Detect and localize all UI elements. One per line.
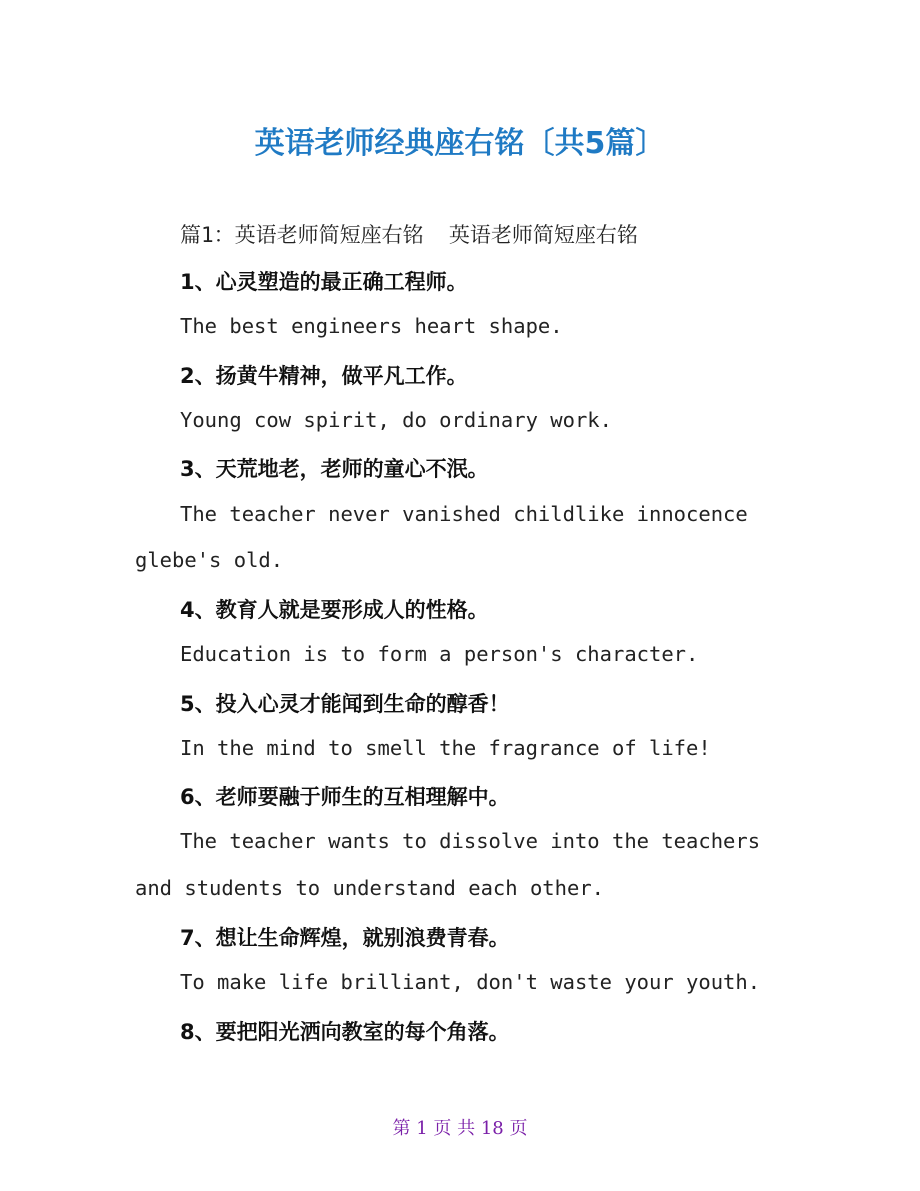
motto-cn: 4、教育人就是要形成人的性格。 [180,598,489,622]
motto-en: Young cow spirit, do ordinary work. [180,408,612,432]
motto-cn: 5、投入心灵才能闻到生命的醇香！ [180,692,510,716]
motto-en: The teacher never vanished childlike innocence [180,502,748,526]
motto-en: The best engineers heart shape. [180,314,563,338]
motto-en: The teacher wants to dissolve into the teachers [180,829,761,853]
document-title: 英语老师经典座右铭〔共5篇〕 [254,126,666,161]
motto-cn: 6、老师要融于师生的互相理解中。 [180,785,510,809]
motto-cn: 8、要把阳光洒向教室的每个角落。 [180,1020,510,1044]
motto-en: To make life brilliant, don't waste your youth. [180,970,761,994]
section-heading: 篇1：英语老师简短座右铭 英语老师简短座右铭 [180,223,638,247]
page-number: 第 1 页 共 18 页 [392,1118,528,1139]
motto-en: Education is to form a person's character. [180,642,699,666]
motto-cn: 1、心灵塑造的最正确工程师。 [180,270,468,294]
motto-en: In the mind to smell the fragrance of life! [180,736,711,760]
motto-en-continued: and students to understand each other. [135,876,604,900]
motto-cn: 2、扬黄牛精神，做平凡工作。 [180,364,468,388]
motto-cn: 7、想让生命辉煌，就别浪费青春。 [180,926,510,950]
motto-cn: 3、天荒地老，老师的童心不泯。 [180,457,489,481]
motto-en-continued: glebe's old. [135,548,284,572]
